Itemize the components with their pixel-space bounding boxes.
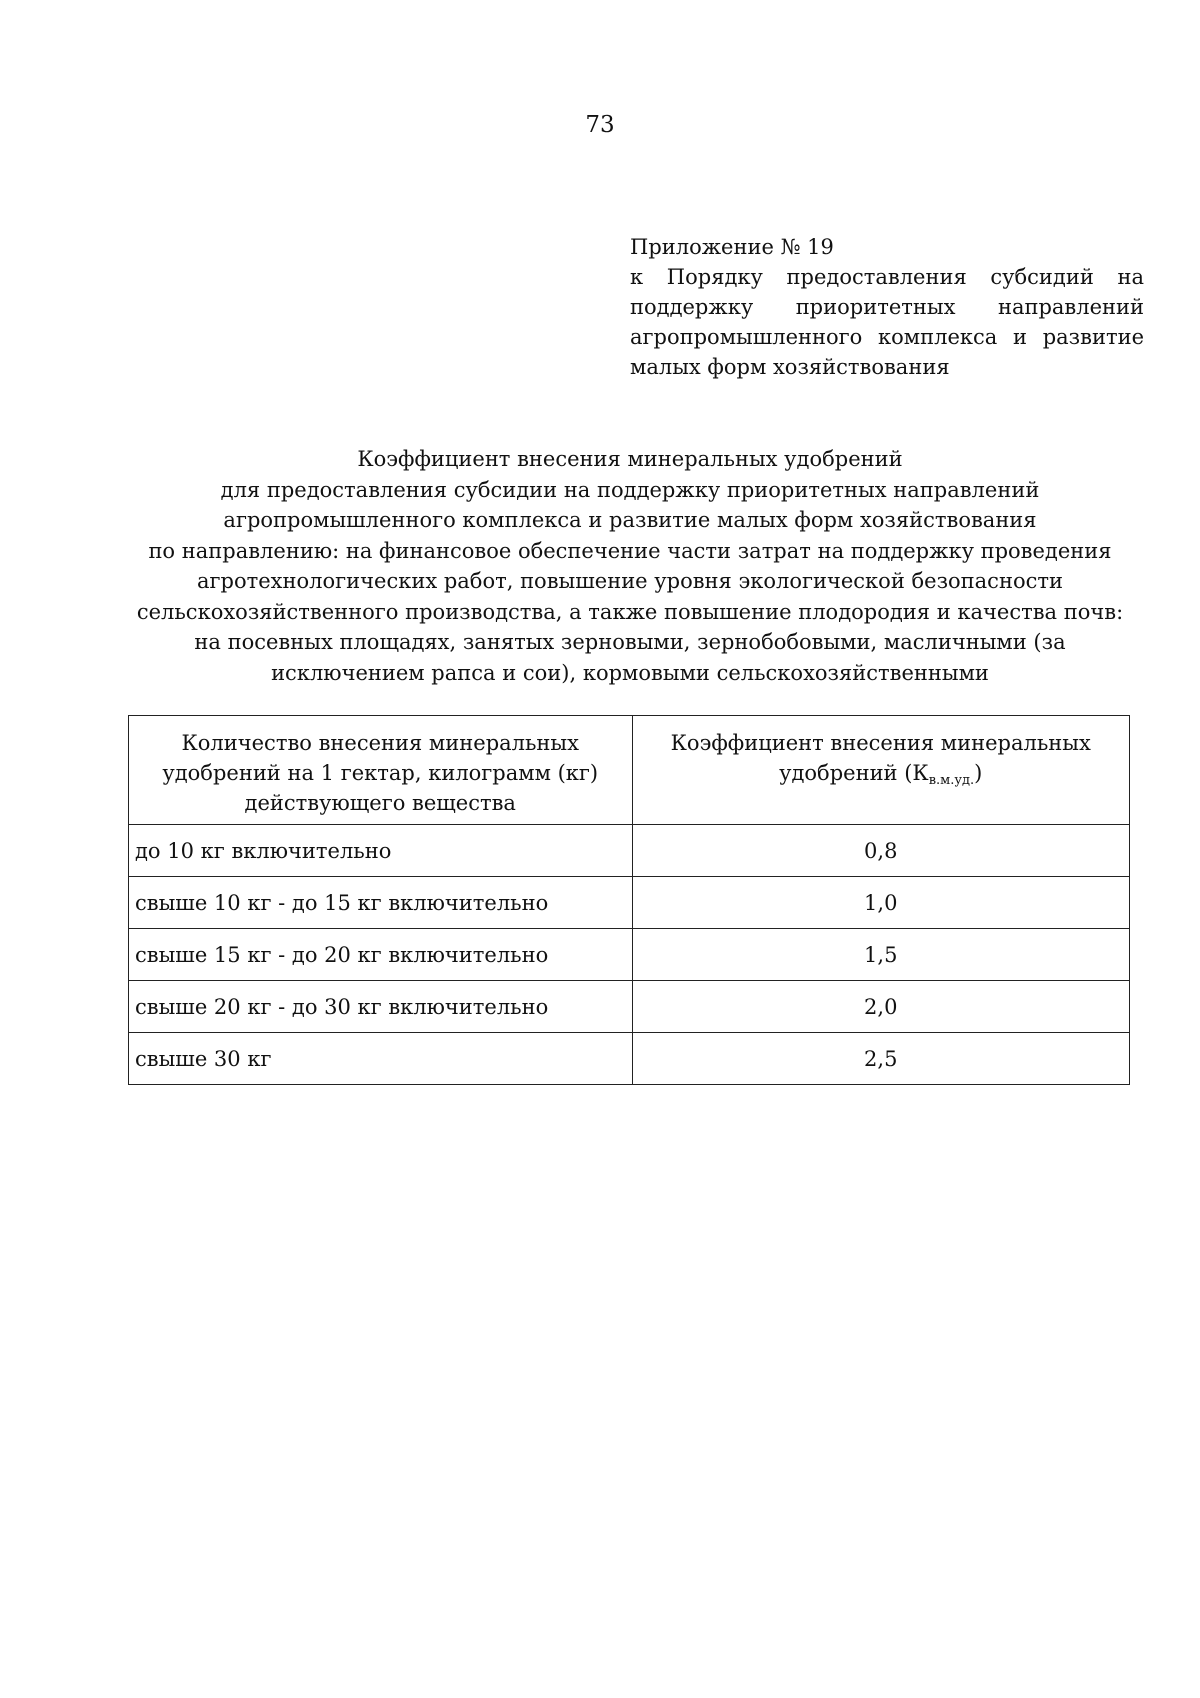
header-coefficient-close: )	[974, 761, 983, 785]
header-coefficient-subscript: в.м.уд.	[928, 773, 975, 788]
table-row	[129, 981, 1130, 1033]
page-number: 73	[585, 112, 615, 138]
title-line: для предоставления субсидии на поддержку приоритетных направлений	[220, 477, 1040, 502]
coefficient-cell: 1,0	[632, 877, 1130, 929]
appendix-block	[630, 232, 1144, 382]
title-line: сельскохозяйственного производства, а также повышение плодородия и качества почв:	[136, 599, 1124, 624]
header-coefficient	[632, 716, 1130, 825]
header-coefficient-text: Коэффициент внесения минеральных удобрений (К	[670, 731, 1091, 785]
coefficient-cell: 2,0	[632, 981, 1130, 1033]
title-line: на посевных площадях, занятых зерновыми, зернобобовыми, масличными (за	[194, 630, 1066, 654]
appendix-body: к Порядку предоставления субсидий на поддержку приоритетных направлений агропромышленного комплекса и развитие малых форм хозяйствования	[630, 265, 1144, 379]
quantity-cell: свыше 10 кг - до 15 кг включительно	[129, 877, 633, 929]
coefficient-cell: 1,5	[632, 929, 1130, 981]
quantity-cell: свыше 30 кг	[129, 1033, 633, 1085]
coefficient-table	[128, 715, 1130, 1085]
title-line: по направлению: на финансовое обеспечение части затрат на поддержку проведения	[148, 538, 1112, 563]
table-row	[129, 877, 1130, 929]
title-line: Коэффициент внесения минеральных удобрений	[357, 447, 903, 471]
table-row	[129, 929, 1130, 981]
quantity-cell: свыше 15 кг - до 20 кг включительно	[129, 929, 633, 981]
coefficient-cell: 0,8	[632, 825, 1130, 877]
table-row	[129, 825, 1130, 877]
quantity-cell: свыше 20 кг - до 30 кг включительно	[129, 981, 633, 1033]
table-row	[129, 1033, 1130, 1085]
table-header-row	[129, 716, 1130, 825]
quantity-cell: до 10 кг включительно	[129, 825, 633, 877]
header-quantity: Количество внесения минеральных удобрений на 1 гектар, килограмм (кг) действующего вещества	[129, 716, 633, 825]
appendix-title: Приложение № 19	[630, 235, 834, 259]
document-title	[80, 444, 1180, 688]
title-line: агротехнологических работ, повышение уровня экологической безопасности	[197, 569, 1063, 593]
title-line: агропромышленного комплекса и развитие малых форм хозяйствования	[223, 508, 1037, 532]
coefficient-cell: 2,5	[632, 1033, 1130, 1085]
title-line: исключением рапса и сои), кормовыми сельскохозяйственными	[271, 660, 989, 685]
